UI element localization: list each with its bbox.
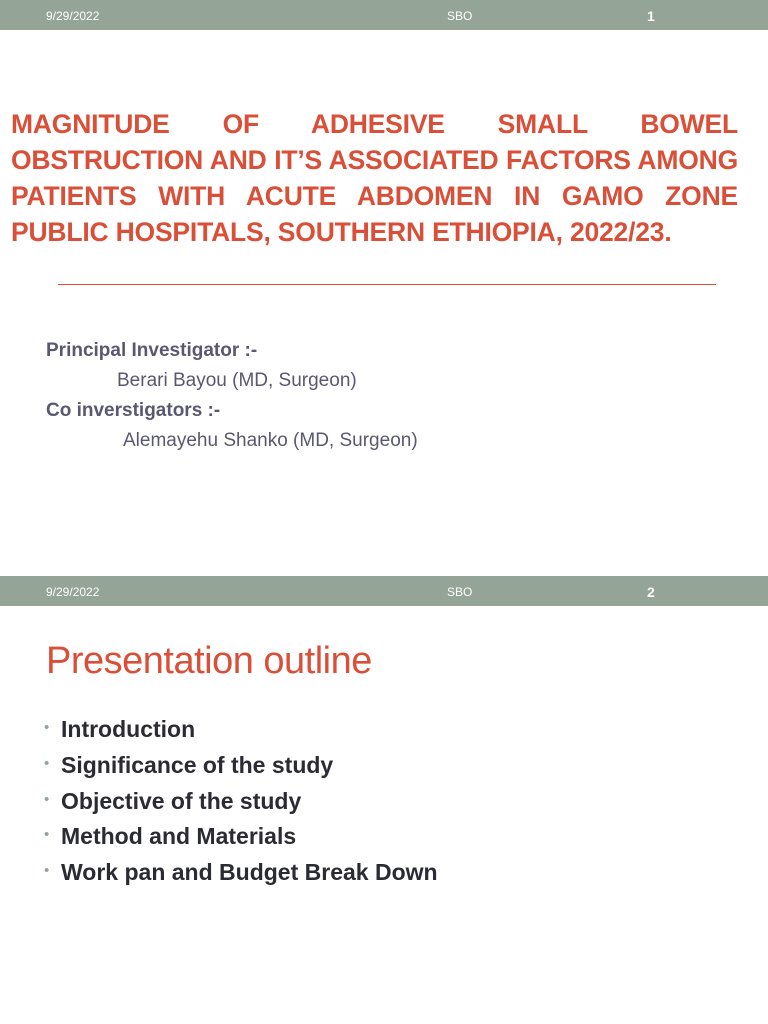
slide-topic: SBO xyxy=(447,585,473,599)
list-item xyxy=(44,712,438,748)
principal-investigator-name: Berari Bayou (MD, Surgeon) xyxy=(117,370,357,391)
co-investigators-label: Co inverstigators :- xyxy=(46,400,221,421)
list-item-label: Significance of the study xyxy=(61,752,334,779)
slide-title: MAGNITUDE OF ADHESIVE SMALL BOWEL OBSTRUCTION AND IT’S ASSOCIATED FACTORS AMONG PATIENTS WITH ACUTE ABDOMEN IN GAMO ZONE PUBLIC HOSPITALS, SOUTHERN ETHIOPIA, 2022/23. xyxy=(11,109,738,247)
bullet-icon: • xyxy=(44,862,50,880)
list-item xyxy=(44,748,438,784)
principal-investigator-label: Principal Investigator :- xyxy=(46,340,258,361)
slide-header-bar xyxy=(0,0,768,30)
title-underline xyxy=(58,284,716,285)
slide-topic: SBO xyxy=(447,9,473,23)
bullet-icon: • xyxy=(44,755,50,773)
outline-list xyxy=(44,712,438,890)
co-investigator-name: Alemayehu Shanko (MD, Surgeon) xyxy=(123,430,418,451)
slide-number: 1 xyxy=(647,8,655,24)
list-item xyxy=(44,855,438,891)
list-item-label: Method and Materials xyxy=(61,823,297,850)
slide-header-bar xyxy=(0,576,768,606)
slide-date: 9/29/2022 xyxy=(46,9,100,23)
slide-number: 2 xyxy=(647,584,655,600)
list-item-label: Work pan and Budget Break Down xyxy=(61,859,438,886)
slide-title: Presentation outline xyxy=(46,640,372,682)
slide-2 xyxy=(0,576,768,1024)
list-item xyxy=(44,819,438,855)
bullet-icon: • xyxy=(44,719,50,737)
list-item xyxy=(44,783,438,819)
bullet-icon: • xyxy=(44,826,50,844)
list-item-label: Objective of the study xyxy=(61,787,302,814)
list-item-label: Introduction xyxy=(61,716,196,743)
investigators-block xyxy=(46,336,726,456)
slide-date: 9/29/2022 xyxy=(46,585,100,599)
bullet-icon: • xyxy=(44,790,50,808)
